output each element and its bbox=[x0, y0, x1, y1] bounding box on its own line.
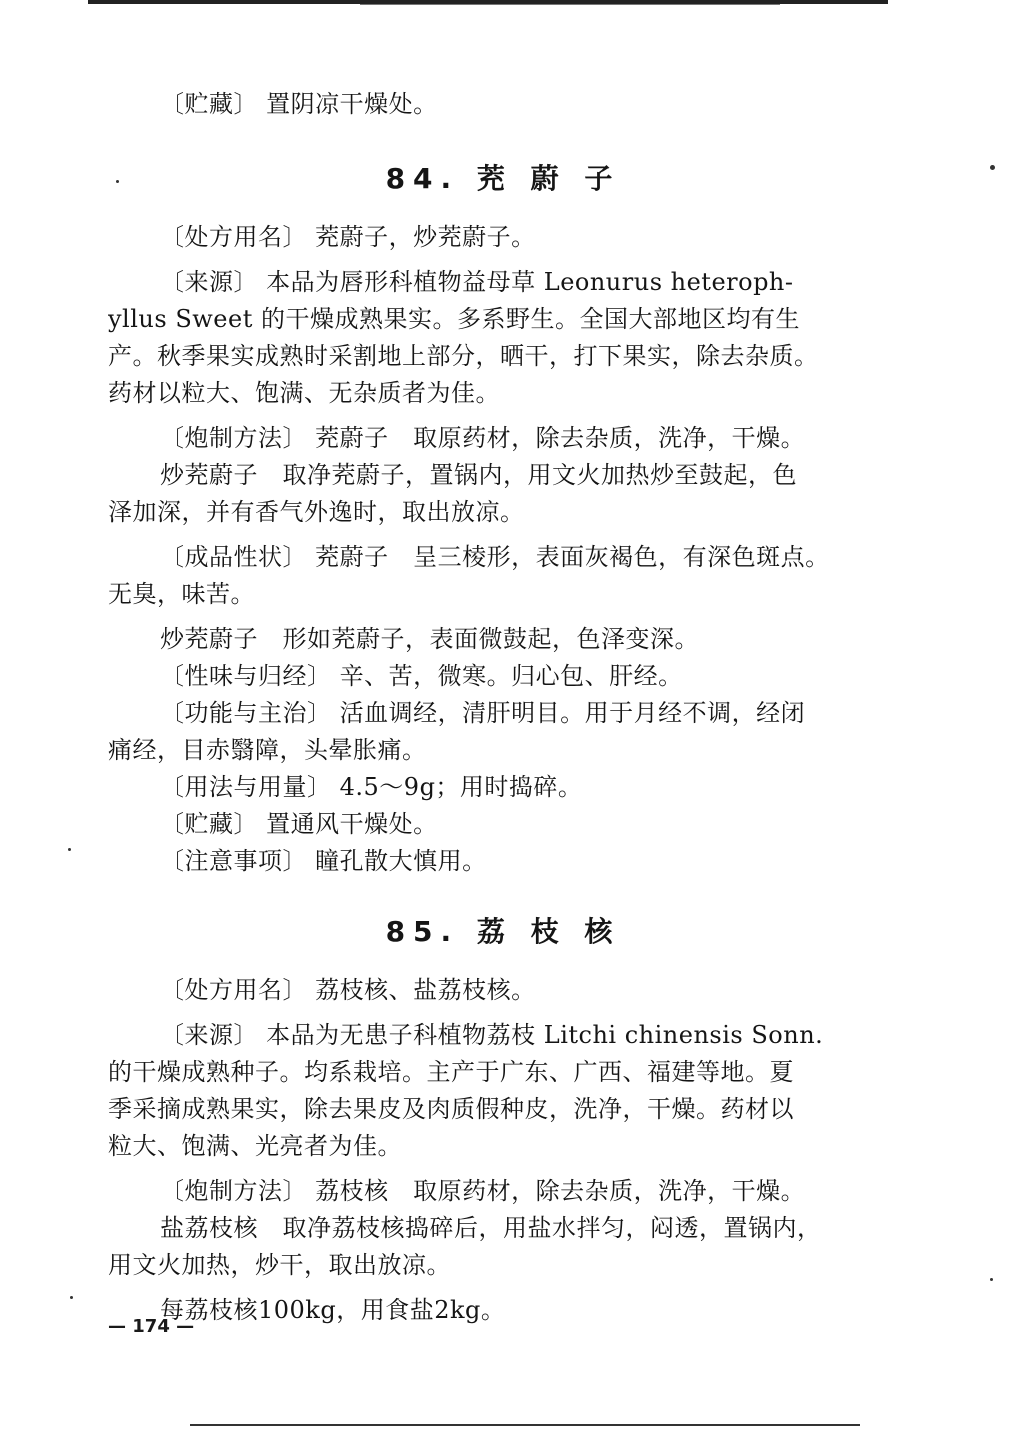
text-line: 〔炮制方法〕 荔枝核 取原药材，除去杂质，洗净，干燥。 bbox=[160, 1177, 806, 1205]
text-line: 〔处方用名〕 荔枝核、盐荔枝核。 bbox=[160, 976, 536, 1004]
text-line: 〔贮藏〕 置通风干燥处。 bbox=[160, 810, 438, 838]
section-heading-84: 84. 茺 蔚 子 bbox=[385, 162, 621, 195]
scan-speck bbox=[68, 848, 71, 851]
text-line: 痛经，目赤翳障，头晕胀痛。 bbox=[108, 736, 427, 764]
scan-speck bbox=[990, 165, 995, 170]
top-border-rule-thin bbox=[360, 4, 780, 5]
text-line: 〔注意事项〕 瞳孔散大慎用。 bbox=[160, 847, 487, 875]
scan-speck bbox=[116, 180, 119, 183]
text-line: 〔来源〕 本品为无患子科植物荔枝 Litchi chinensis Sonn. bbox=[160, 1021, 824, 1049]
text-line: 粒大、饱满、光亮者为佳。 bbox=[108, 1132, 402, 1160]
storage-line: 〔贮藏〕 置阴凉干燥处。 bbox=[160, 90, 438, 118]
page-body bbox=[108, 86, 868, 1329]
text-line: 产。秋季果实成熟时采割地上部分，晒干，打下果实，除去杂质。 bbox=[108, 342, 819, 370]
bottom-border-rule bbox=[190, 1424, 860, 1426]
text-line: 〔来源〕 本品为唇形科植物益母草 Leonurus heteroph- bbox=[160, 268, 794, 296]
text-line: 药材以粒大、饱满、无杂质者为佳。 bbox=[108, 379, 500, 407]
text-line: 〔用法与用量〕 4.5～9g；用时捣碎。 bbox=[160, 773, 583, 801]
text-line: 炒茺蔚子 形如茺蔚子，表面微鼓起，色泽变深。 bbox=[160, 625, 699, 653]
text-line: 盐荔枝核 取净荔枝核捣碎后，用盐水拌匀，闷透，置锅内， bbox=[160, 1214, 822, 1242]
text-line: 〔性味与归经〕 辛、苦，微寒。归心包、肝经。 bbox=[160, 662, 683, 690]
page-number: — 174 — bbox=[108, 1316, 195, 1337]
text-line: 每荔枝核100kg，用食盐2kg。 bbox=[160, 1296, 506, 1324]
text-line: 炒茺蔚子 取净茺蔚子，置锅内，用文火加热炒至鼓起，色 bbox=[160, 461, 797, 489]
scan-speck bbox=[70, 1296, 73, 1299]
text-line: 〔成品性状〕 茺蔚子 呈三棱形，表面灰褐色，有深色斑点。 bbox=[160, 543, 830, 571]
section-heading-85: 85. 荔 枝 核 bbox=[385, 915, 621, 948]
text-line: 用文火加热，炒干，取出放凉。 bbox=[108, 1251, 451, 1279]
text-line: 〔功能与主治〕 活血调经，清肝明目。用于月经不调，经闭 bbox=[160, 699, 806, 727]
text-line: 泽加深，并有香气外逸时，取出放凉。 bbox=[108, 498, 525, 526]
text-line: yllus Sweet 的干燥成熟果实。多系野生。全国大部地区均有生 bbox=[108, 305, 800, 333]
text-line: 无臭，味苦。 bbox=[108, 580, 255, 608]
text-line: 季采摘成熟果实，除去果皮及肉质假种皮，洗净，干燥。药材以 bbox=[108, 1095, 794, 1123]
text-line: 〔炮制方法〕 茺蔚子 取原药材，除去杂质，洗净，干燥。 bbox=[160, 424, 806, 452]
scan-speck bbox=[990, 1278, 993, 1281]
text-line: 〔处方用名〕 茺蔚子，炒茺蔚子。 bbox=[160, 223, 536, 251]
text-line: 的干燥成熟种子。均系栽培。主产于广东、广西、福建等地。夏 bbox=[108, 1058, 794, 1086]
